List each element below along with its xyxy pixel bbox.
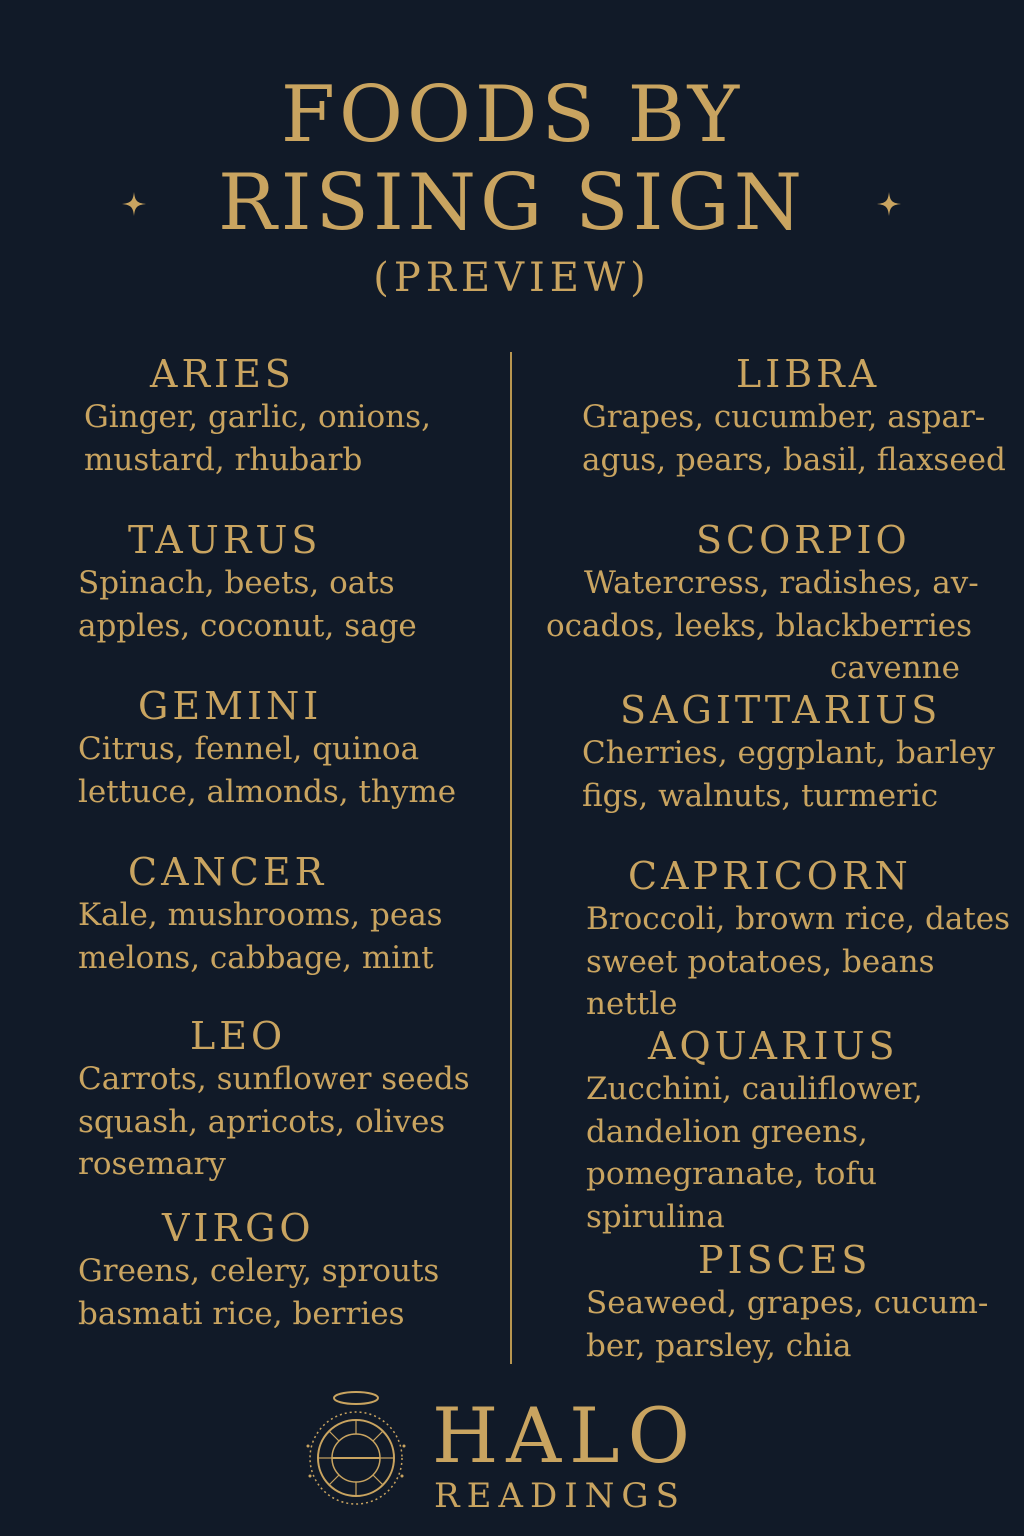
sparkle-left-icon (120, 190, 148, 218)
sign-name: PISCES (698, 1238, 872, 1282)
sign-foods (78, 1058, 470, 1186)
sign-foods (582, 732, 995, 817)
sign-foods (78, 894, 443, 979)
food-line: ocados, leeks, blackberries (546, 607, 973, 644)
sign-foods (78, 1250, 439, 1335)
food-line: figs, walnuts, turmeric (582, 777, 939, 814)
brand-name: HALO (432, 1391, 698, 1480)
food-line: apples, coconut, sage (78, 607, 417, 644)
sign-foods (78, 562, 417, 647)
subtitle: (PREVIEW) (373, 255, 651, 301)
food-line: ber, parsley, chia (586, 1327, 852, 1364)
food-line: rosemary (78, 1146, 226, 1182)
food-line: Spinach, beets, oats (78, 565, 395, 601)
sign-name: GEMINI (138, 684, 323, 728)
food-line: Grapes, cucumber, aspar- (582, 399, 986, 435)
food-line: melons, cabbage, mint (78, 939, 434, 976)
food-line: lettuce, almonds, thyme (78, 773, 457, 810)
brand-subtitle: READINGS (434, 1476, 686, 1516)
food-line: pomegranate, tofu (586, 1156, 877, 1192)
food-line: cavenne (830, 650, 960, 686)
sign-name: ARIES (150, 352, 295, 396)
food-line: Ginger, garlic, onions, (84, 399, 431, 435)
sign-name: LEO (190, 1014, 287, 1058)
title-line-2: RISING SIGN (218, 158, 806, 248)
sign-foods (582, 396, 1006, 481)
sign-foods (586, 1282, 988, 1367)
sign-foods (586, 1068, 923, 1238)
food-line: agus, pears, basil, flaxseed (582, 441, 1006, 478)
column-divider (510, 352, 512, 1364)
sign-name: VIRGO (162, 1206, 315, 1250)
sign-name: TAURUS (128, 518, 322, 562)
food-line: mustard, rhubarb (84, 441, 363, 478)
sign-name: CANCER (128, 850, 328, 894)
sign-foods (84, 396, 431, 481)
sign-name: LIBRA (736, 352, 881, 396)
sign-name: CAPRICORN (628, 854, 912, 898)
food-line: Broccoli, brown rice, dates (586, 901, 1011, 937)
food-line: Carrots, sunflower seeds (78, 1061, 470, 1097)
food-line: squash, apricots, olives (78, 1103, 446, 1140)
title-line-1: FOODS BY (280, 70, 744, 160)
food-line: basmati rice, berries (78, 1295, 405, 1332)
sign-name: SAGITTARIUS (620, 688, 942, 732)
food-line: sweet potatoes, beans (586, 943, 935, 980)
sparkle-right-icon (875, 190, 903, 218)
halo-zodiac-wheel-icon (294, 1386, 418, 1516)
sign-name: AQUARIUS (648, 1024, 899, 1068)
food-line: Watercress, radishes, av- (584, 565, 979, 601)
sign-name: SCORPIO (696, 518, 911, 562)
food-line: Kale, mushrooms, peas (78, 897, 443, 933)
sign-foods (78, 728, 456, 813)
food-line: Citrus, fennel, quinoa (78, 731, 420, 767)
sign-foods (586, 898, 1010, 1026)
food-line: Greens, celery, sprouts (78, 1253, 440, 1289)
sign-foods (546, 562, 979, 690)
food-line: Seaweed, grapes, cucum- (586, 1285, 989, 1321)
food-line: nettle (586, 986, 678, 1022)
food-line: dandelion greens, (586, 1113, 868, 1150)
food-line: Cherries, eggplant, barley (582, 735, 995, 771)
food-line: Zucchini, cauliflower, (586, 1071, 923, 1107)
food-line: spirulina (586, 1198, 725, 1235)
